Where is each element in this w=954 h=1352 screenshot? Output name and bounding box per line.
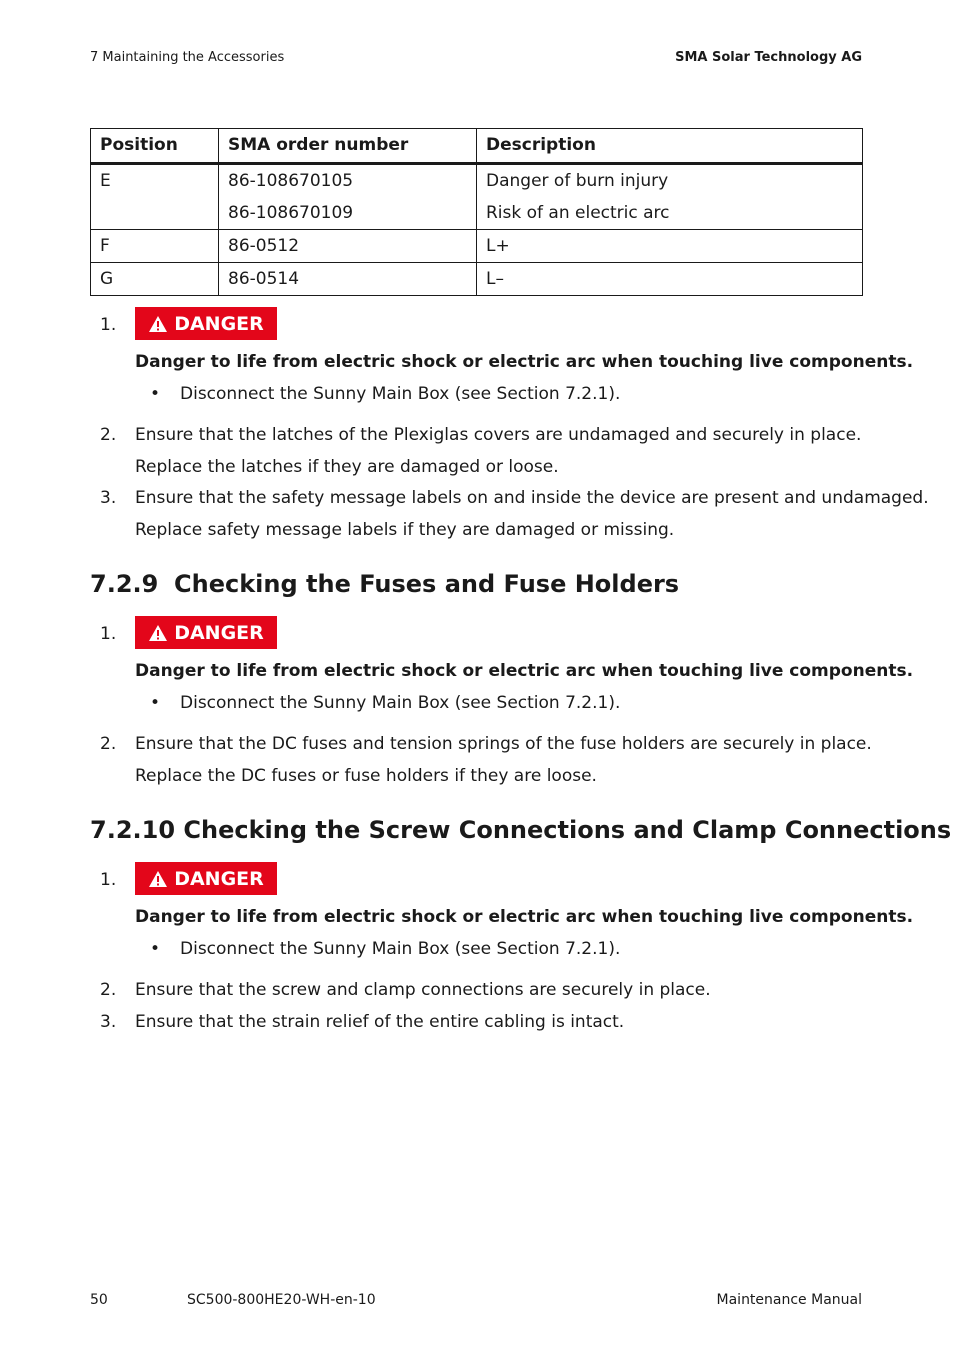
step-text: Ensure that the latches of the Plexiglas covers are undamaged and securely in place. (135, 425, 862, 445)
step-text: Ensure that the screw and clamp connections are securely in place. (135, 980, 711, 1000)
order-number-cell: 86-108670105 86-108670109 (219, 164, 477, 230)
warning-title: Danger to life from electric shock or electric arc when touching live components. (135, 352, 914, 372)
step-number: 1. (100, 870, 117, 890)
warning-triangle-icon (148, 870, 168, 888)
section-title: Checking the Screw Connections and Clamp Connections (183, 816, 952, 844)
section-number: 7.2.9 (90, 570, 159, 598)
order-number-cell: 86-0512 (219, 230, 477, 263)
step-text: Replace the DC fuses or fuse holders if they are loose. (135, 766, 597, 786)
step-number: 1. (100, 624, 117, 644)
section-number: 7.2.10 (90, 816, 176, 844)
description-cell: Danger of burn injury Risk of an electric arc (477, 164, 863, 230)
position-cell: G (91, 263, 219, 296)
column-header-position: Position (91, 129, 219, 164)
step-text: Ensure that the strain relief of the entire cabling is intact. (135, 1012, 625, 1032)
warning-triangle-icon (148, 624, 168, 642)
warning-action: Disconnect the Sunny Main Box (see Section 7.2.1). (180, 384, 621, 404)
step-text: Replace safety message labels if they are damaged or missing. (135, 520, 675, 540)
bullet-marker: • (150, 384, 161, 404)
description-cell: L+ (477, 230, 863, 263)
section-title: Checking the Fuses and Fuse Holders (174, 570, 680, 598)
danger-label: DANGER (174, 312, 264, 335)
step-text: Replace the latches if they are damaged or loose. (135, 457, 559, 477)
danger-label: DANGER (174, 621, 264, 644)
position-cell: F (91, 230, 219, 263)
step-number: 2. (100, 734, 117, 754)
document-id: SC500-800HE20-WH-en-10 (187, 1292, 376, 1308)
column-header-order-number: SMA order number (219, 129, 477, 164)
step-number: 3. (100, 1012, 117, 1032)
warning-triangle-icon (148, 315, 168, 333)
warning-action: Disconnect the Sunny Main Box (see Section 7.2.1). (180, 693, 621, 713)
manual-name: Maintenance Manual (716, 1292, 862, 1308)
page-number: 50 (90, 1292, 108, 1308)
step-text: Ensure that the DC fuses and tension springs of the fuse holders are securely in place. (135, 734, 872, 754)
section-heading (90, 570, 679, 598)
table-row (91, 263, 863, 296)
bullet-marker: • (150, 693, 161, 713)
step-number: 3. (100, 488, 117, 508)
position-cell: E (91, 164, 219, 230)
table-row (91, 164, 863, 230)
danger-badge (135, 307, 277, 340)
column-header-description: Description (477, 129, 863, 164)
section-heading (90, 816, 951, 844)
order-number-table (90, 128, 863, 296)
danger-label: DANGER (174, 867, 264, 890)
table-row (91, 230, 863, 263)
warning-action: Disconnect the Sunny Main Box (see Section 7.2.1). (180, 939, 621, 959)
step-number: 2. (100, 425, 117, 445)
bullet-marker: • (150, 939, 161, 959)
step-text: Ensure that the safety message labels on and inside the device are present and undamaged. (135, 488, 929, 508)
step-number: 1. (100, 315, 117, 335)
company-header: SMA Solar Technology AG (675, 50, 862, 65)
table-header-row (91, 129, 863, 164)
danger-badge (135, 616, 277, 649)
danger-badge (135, 862, 277, 895)
description-cell: L– (477, 263, 863, 296)
warning-title: Danger to life from electric shock or electric arc when touching live components. (135, 907, 914, 927)
step-number: 2. (100, 980, 117, 1000)
order-number-cell: 86-0514 (219, 263, 477, 296)
warning-title: Danger to life from electric shock or electric arc when touching live components. (135, 661, 914, 681)
chapter-header: 7 Maintaining the Accessories (90, 50, 285, 65)
